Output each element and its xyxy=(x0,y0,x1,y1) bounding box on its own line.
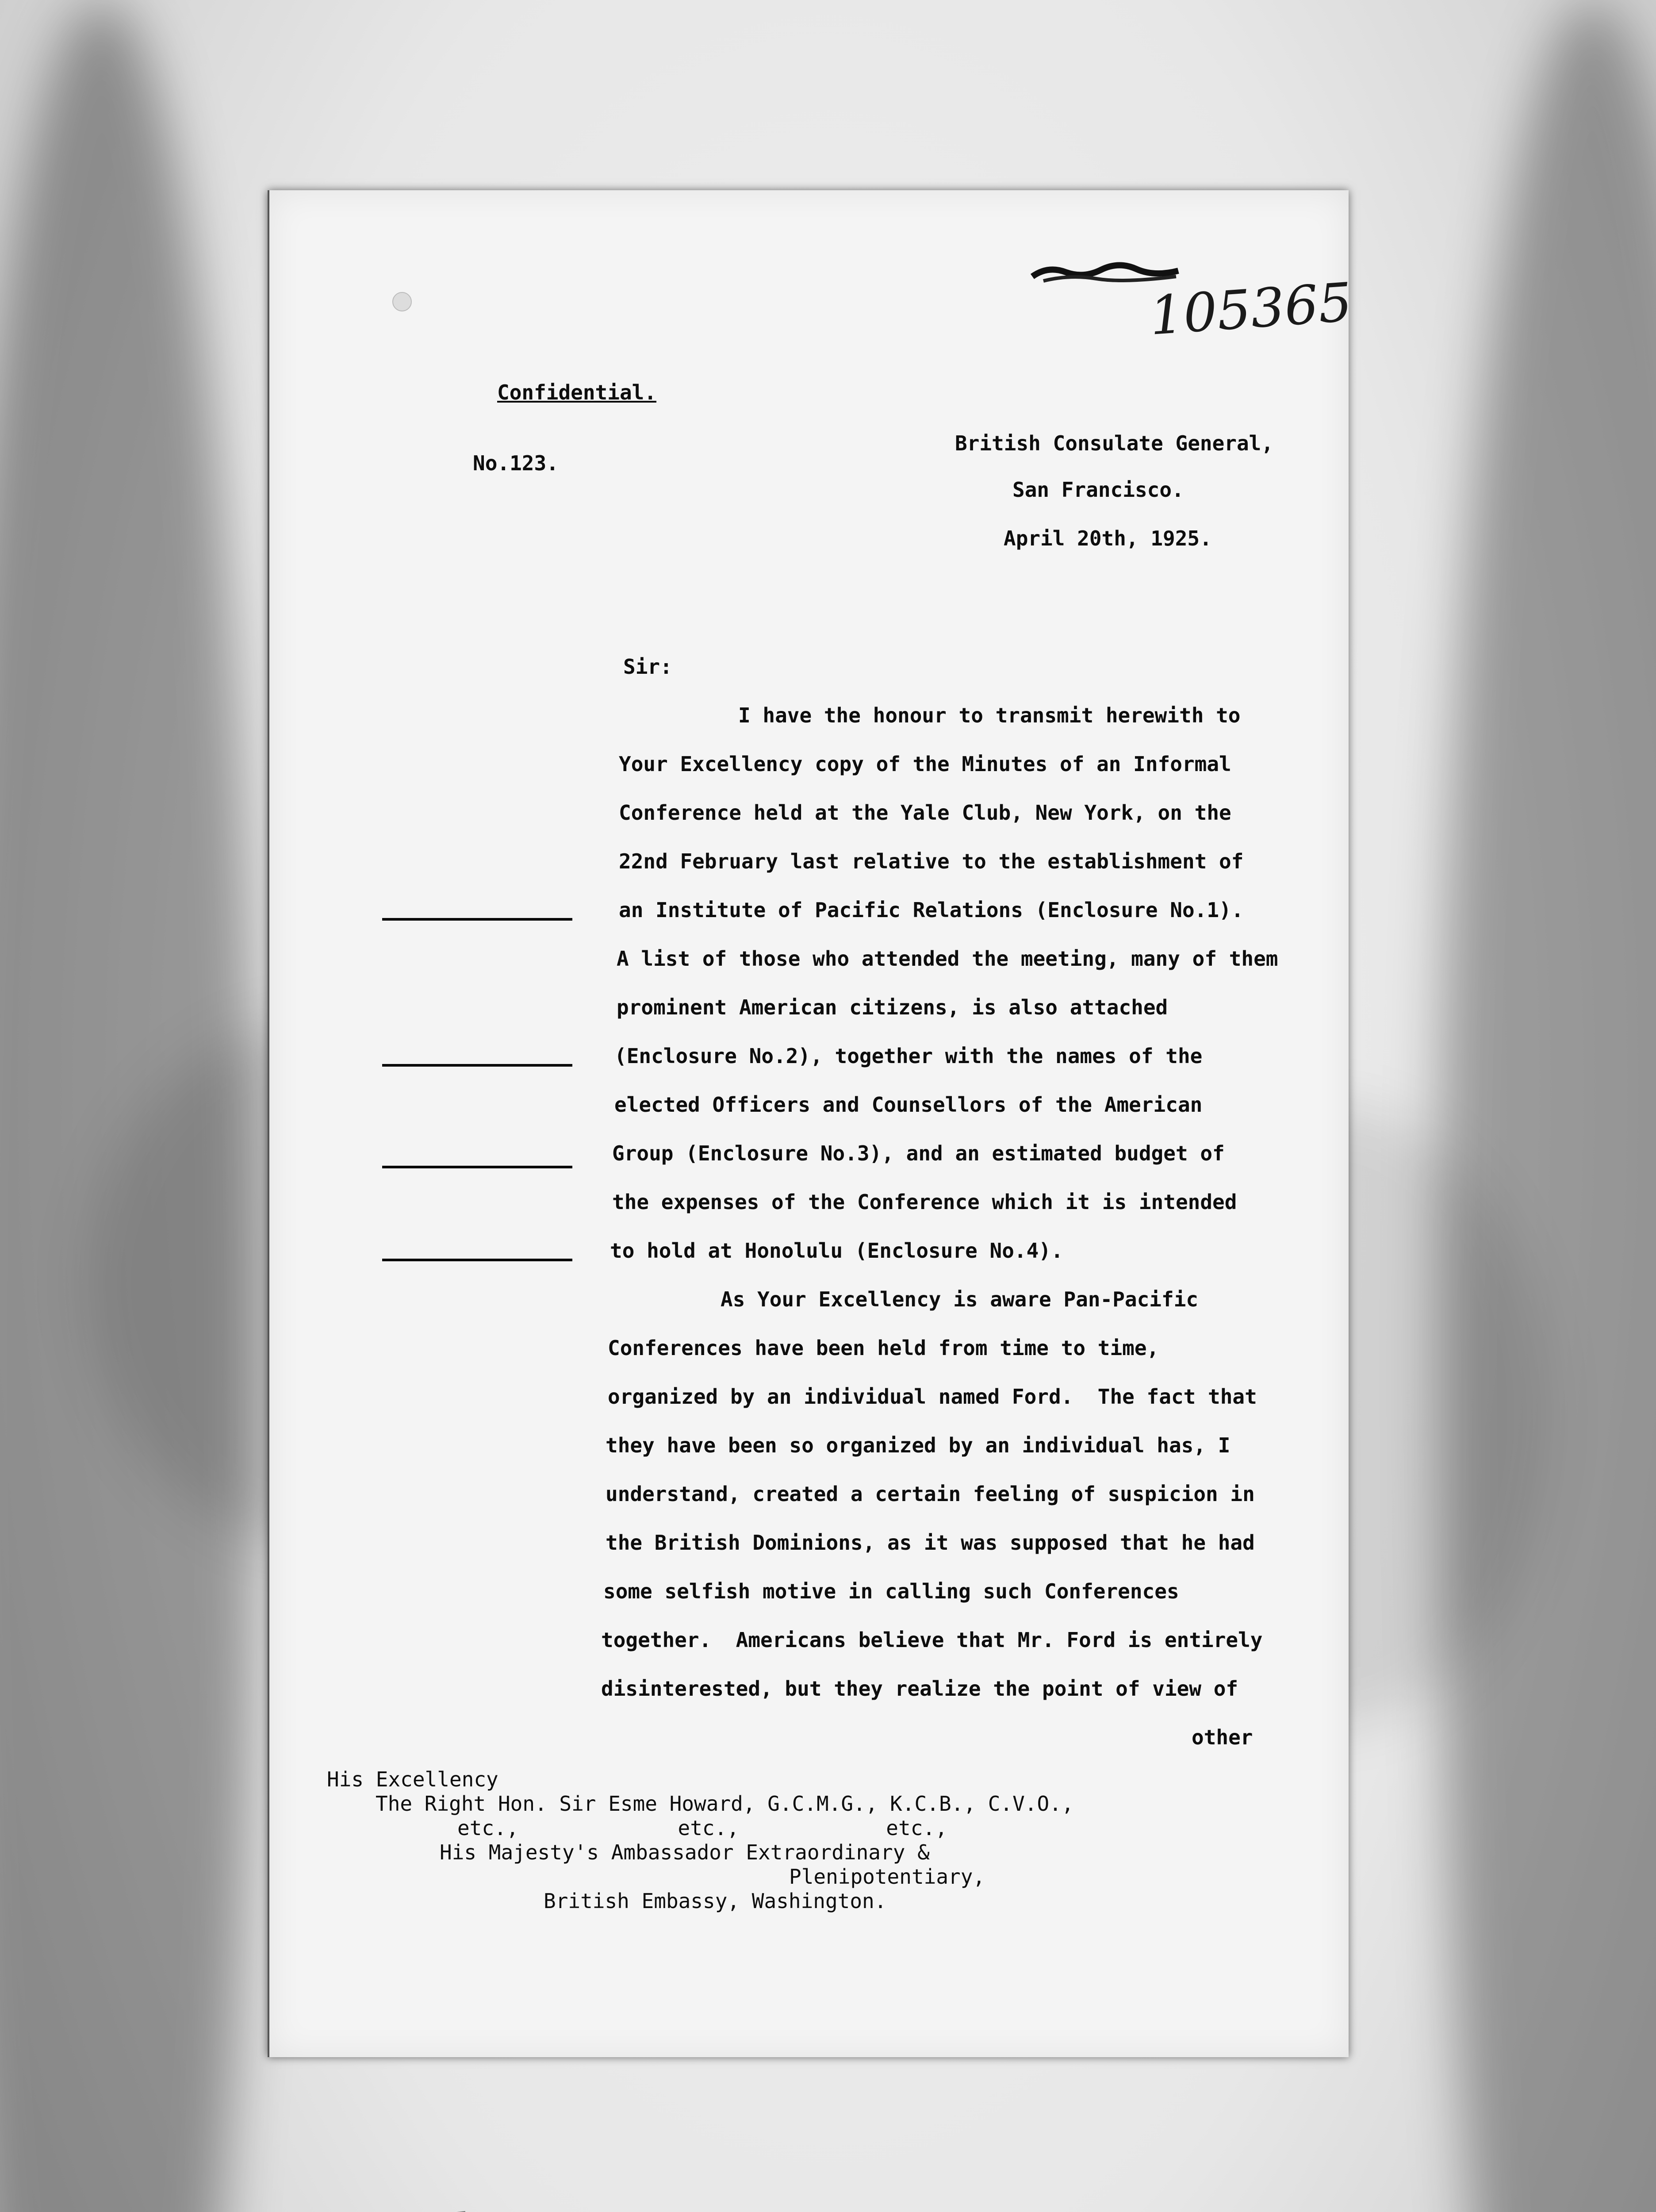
letter-date: April 20th, 1925. xyxy=(1004,526,1212,550)
sender-address-line-1: British Consulate General, xyxy=(955,431,1274,455)
body-line: Conferences have been held from time to time, xyxy=(608,1336,1159,1360)
addressee-line: etc., etc., etc., xyxy=(457,1816,947,1840)
enclosure-marker-2 xyxy=(382,1064,572,1067)
body-line: disinterested, but they realize the point of view of xyxy=(601,1677,1238,1701)
body-line: A list of those who attended the meeting, many of them xyxy=(617,947,1278,971)
reference-number: No.123. xyxy=(473,451,559,475)
body-line: together. Americans believe that Mr. Ford is entirely xyxy=(601,1628,1263,1652)
sender-address-line-2: San Francisco. xyxy=(1012,478,1184,502)
enclosure-marker-4 xyxy=(382,1259,572,1261)
body-line: prominent American citizens, is also attached xyxy=(617,995,1168,1019)
right-edge-shadow xyxy=(1438,0,1656,2212)
handwritten-document-number: 105365 xyxy=(1147,272,1354,347)
addressee-line: His Excellency xyxy=(327,1767,498,1791)
addressee-line: British Embassy, Washington. xyxy=(544,1889,887,1913)
body-line: Conference held at the Yale Club, New York, on the xyxy=(619,801,1231,825)
addressee-line: The Right Hon. Sir Esme Howard, G.C.M.G., K.C.B., C.V.O., xyxy=(376,1792,1074,1816)
enclosure-marker-3 xyxy=(382,1166,572,1168)
body-line: they have been so organized by an individual has, I xyxy=(606,1433,1230,1457)
body-line: elected Officers and Counsellors of the American xyxy=(614,1093,1203,1117)
body-line: Your Excellency copy of the Minutes of an Informal xyxy=(619,752,1231,776)
body-line: the expenses of the Conference which it is intended xyxy=(612,1190,1237,1214)
folder-clips xyxy=(0,2194,1656,2212)
archive-folder xyxy=(0,2194,1656,2212)
catchword: other xyxy=(1192,1725,1253,1749)
struck-stamp-mark xyxy=(1030,257,1181,288)
body-line: I have the honour to transmit herewith to xyxy=(738,703,1241,727)
punch-hole xyxy=(392,292,412,311)
letter-page xyxy=(268,190,1354,2057)
body-line: Group (Enclosure No.3), and an estimated budget of xyxy=(612,1141,1225,1165)
body-line: (Enclosure No.2), together with the names of the xyxy=(614,1044,1203,1068)
body-line: As Your Excellency is aware Pan-Pacific xyxy=(721,1287,1199,1311)
body-line: to hold at Honolulu (Enclosure No.4). xyxy=(610,1239,1063,1263)
body-line: the British Dominions, as it was supposed that he had xyxy=(606,1531,1255,1555)
classification: Confidential. xyxy=(497,380,657,404)
body-line: 22nd February last relative to the establishment of xyxy=(619,849,1244,873)
salutation: Sir: xyxy=(623,655,672,679)
addressee-line: Plenipotentiary, xyxy=(789,1865,985,1889)
body-line: an Institute of Pacific Relations (Enclosure No.1). xyxy=(619,898,1244,922)
body-line: some selfish motive in calling such Conferences xyxy=(603,1579,1179,1603)
addressee-line: His Majesty's Ambassador Extraordinary & xyxy=(440,1840,930,1864)
body-line: understand, created a certain feeling of suspicion in xyxy=(606,1482,1255,1506)
enclosure-marker-1 xyxy=(382,918,572,921)
body-line: organized by an individual named Ford. The fact that xyxy=(608,1385,1257,1409)
